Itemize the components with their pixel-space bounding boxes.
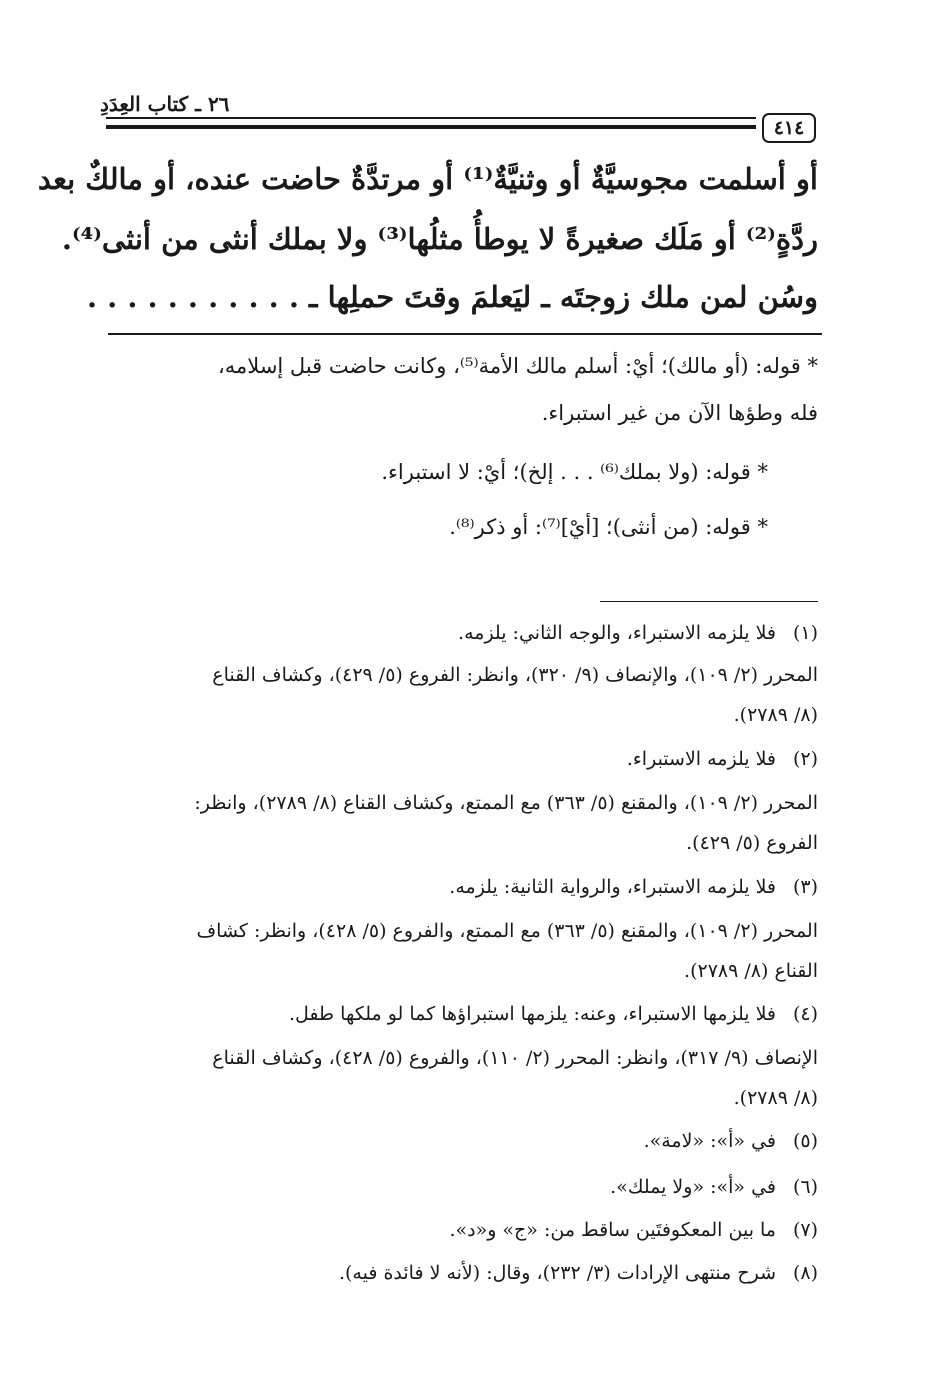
- footnote-number: (٥): [792, 1130, 818, 1152]
- footnote-text: ما بين المعكوفتَين ساقط من: «ج» و«د».: [449, 1219, 776, 1241]
- footnote-5: [644, 1132, 818, 1151]
- footnote-number: (٢): [792, 748, 818, 770]
- matn-line-2: ردَّةٍ⁽²⁾ أو مَلَك صغيرةً لا يوطأُ مثلُها⁽³⁾ ولا بملك أنثى من أنثى⁽⁴⁾.: [61, 222, 818, 256]
- footnote-1-cont: المحرر (٢/ ١٠٩)، والإنصاف (٩/ ٣٢٠)، وانظر: الفروع (٥/ ٤٢٩)، وكشاف القناع: [212, 664, 818, 686]
- footnote-number: (٣): [792, 876, 818, 898]
- footnote-6: [610, 1178, 818, 1197]
- header-rule-thin: [106, 117, 756, 119]
- commentary-p1-line2: فله وطؤها الآن من غير استبراء.: [541, 401, 818, 425]
- footnote-2-cont: المحرر (٢/ ١٠٩)، والمقنع (٥/ ٣٦٣) مع الممتع، وكشاف القناع (٨/ ٢٧٨٩)، وانظر:: [194, 792, 818, 814]
- footnote-4-cont: الإنصاف (٩/ ٣١٧)، وانظر: المحرر (٢/ ١١٠)، والفروع (٥/ ٤٢٨)، وكشاف القناع: [212, 1047, 818, 1069]
- commentary-p2: * قوله: (ولا بملك⁽⁶⁾ . . . إلخ)؛ أيْ: لا استبراء.: [381, 460, 768, 484]
- matn-line-3: وسُن لمن ملك زوجتَه ـ ليَعلمَ وقتَ حملِها ـ . . . . . . . . . . .: [86, 280, 818, 314]
- commentary-p1-line1: * قوله: (أو مالك)؛ أيْ: أسلم مالك الأمة⁽⁵⁾، وكانت حاضت قبل إسلامه،: [218, 354, 818, 378]
- footnote-1: [458, 624, 818, 643]
- footnote-text: فلا يلزمها الاستبراء، وعنه: يلزمها استبراؤها كما لو ملكها طفل.: [288, 1003, 776, 1025]
- footnote-text: شرح منتهى الإرادات (٣/ ٢٣٢)، وقال: (لأنه لا فائدة فيه).: [338, 1262, 776, 1284]
- footnote-3-cont: المحرر (٢/ ١٠٩)، والمقنع (٥/ ٣٦٣) مع الممتع، والفروع (٥/ ٤٢٨)، وانظر: كشاف: [196, 920, 818, 942]
- commentary-p3: * قوله: (من أنثى)؛ [أيْ]⁽⁷⁾: أو ذكر⁽⁸⁾.: [449, 515, 768, 539]
- footnote-rule: [600, 601, 818, 602]
- footnote-text: فلا يلزمه الاستبراء.: [626, 748, 776, 770]
- footnote-1-cont: (٨/ ٢٧٨٩).: [733, 704, 818, 726]
- footnote-2: [627, 750, 818, 769]
- matn-separator-rule: [108, 333, 822, 335]
- running-header-section-title: ٢٦ ـ كتاب العِدَدِ: [100, 92, 230, 116]
- footnote-8: [339, 1264, 818, 1283]
- footnote-number: (٤): [792, 1003, 818, 1025]
- footnote-4: [289, 1005, 818, 1024]
- footnote-text: في «أ»: «لامة».: [643, 1130, 776, 1152]
- page-number: ٤١٤: [762, 113, 816, 143]
- footnote-7: [449, 1221, 818, 1240]
- footnote-text: في «أ»: «ولا يملك».: [610, 1176, 776, 1198]
- footnote-text: فلا يلزمه الاستبراء، والرواية الثانية: يلزمه.: [449, 876, 776, 898]
- footnote-number: (٨): [792, 1262, 818, 1284]
- footnote-4-cont: (٨/ ٢٧٨٩).: [733, 1087, 818, 1109]
- footnote-number: (١): [792, 622, 818, 644]
- footnote-number: (٧): [792, 1219, 818, 1241]
- footnote-text: فلا يلزمه الاستبراء، والوجه الثاني: يلزمه.: [458, 622, 776, 644]
- footnote-number: (٦): [792, 1176, 818, 1198]
- matn-line-1: أو أسلمت مجوسيَّةٌ أو وثنيَّةٌ⁽¹⁾ أو مرتدَّةٌ حاضت عنده، أو مالكٌ بعد: [37, 162, 818, 196]
- header-rule-thick: [106, 125, 756, 129]
- footnote-3: [449, 878, 818, 897]
- footnote-3-cont: القناع (٨/ ٢٧٨٩).: [684, 960, 818, 982]
- footnote-2-cont: الفروع (٥/ ٤٢٩).: [686, 832, 818, 854]
